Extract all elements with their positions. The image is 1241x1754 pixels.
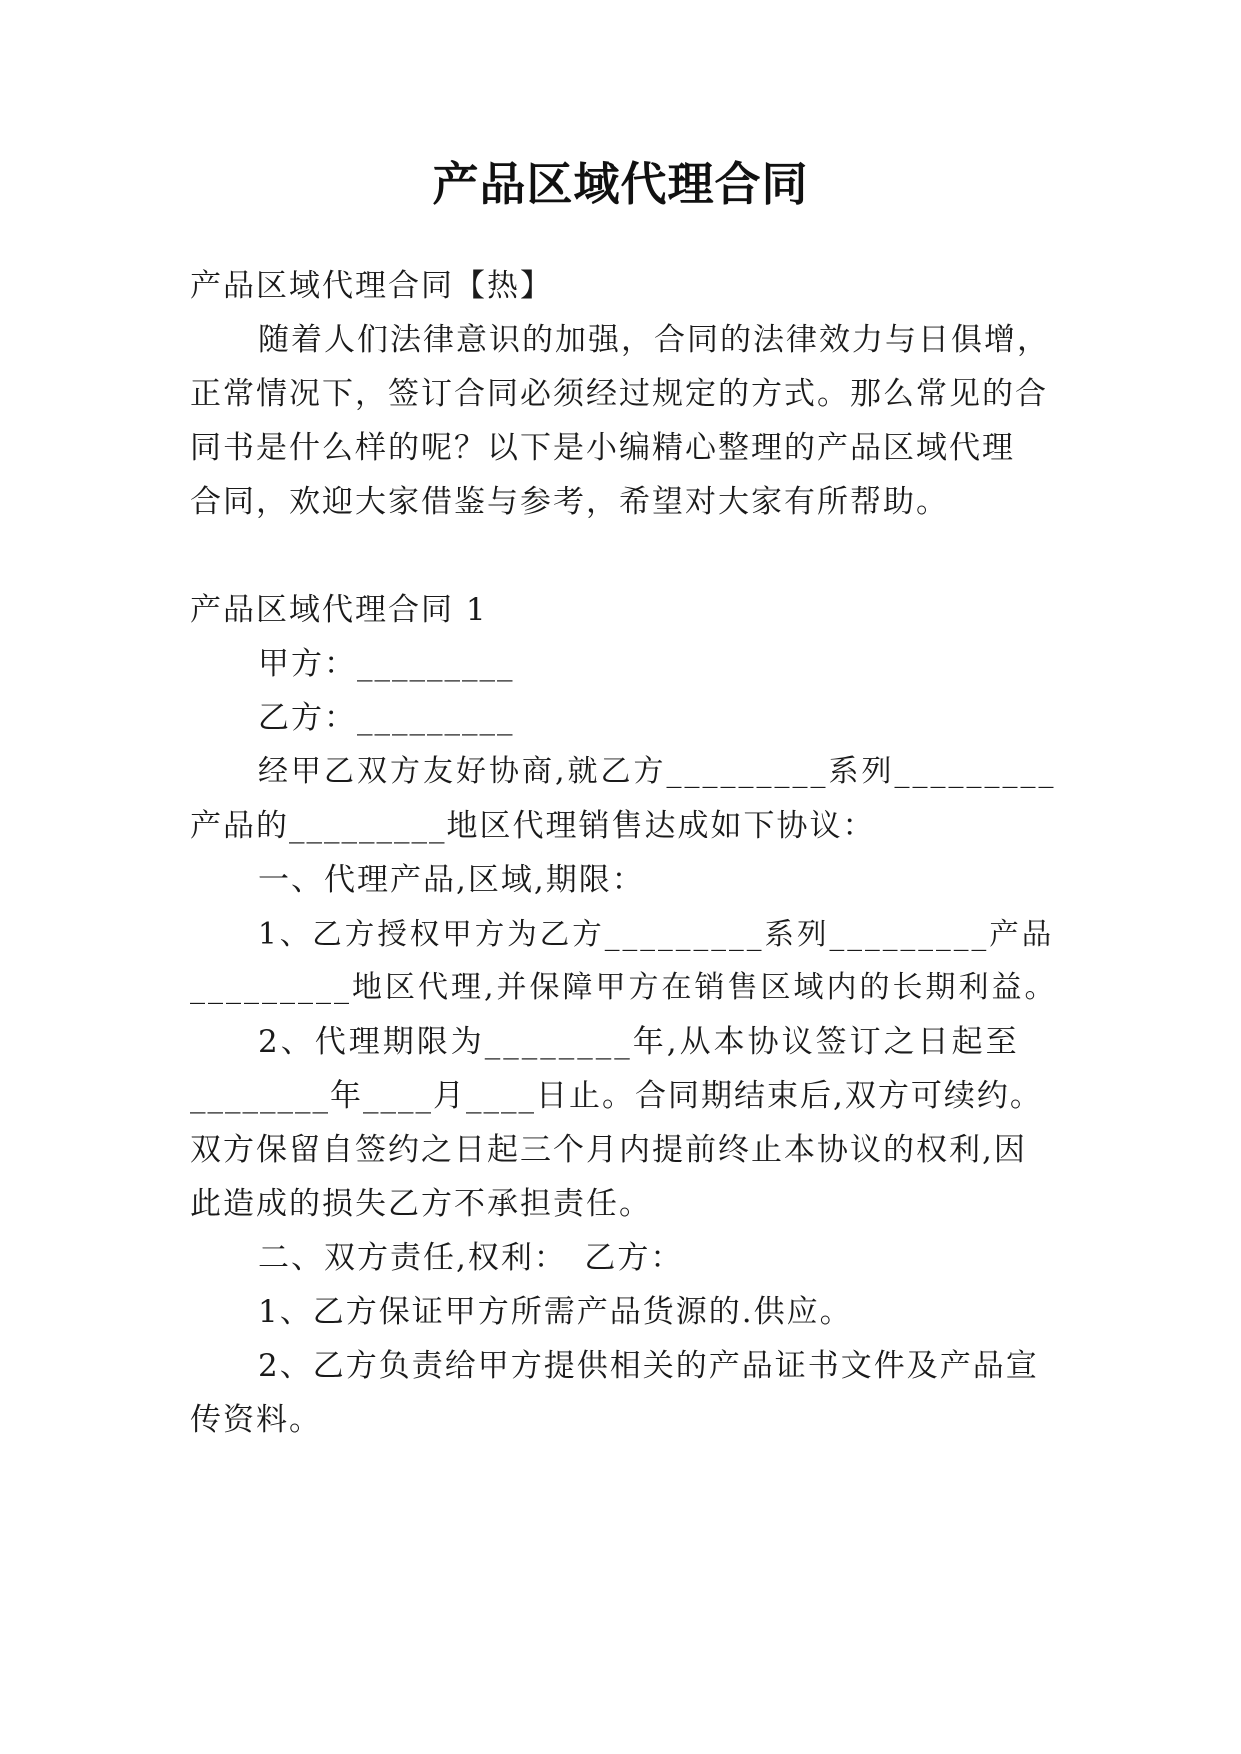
party-a-line: 甲方：_________: [258, 646, 515, 682]
clause-2-line-2: ________年____月____日止。合同期结束后,双方可续约。: [190, 1078, 1043, 1114]
clause-heading-2: 二、双方责任,权利： 乙方：: [258, 1240, 684, 1276]
subtitle-line: 产品区域代理合同【热】: [190, 268, 553, 304]
clause-intro-line-2: 产品的_________地区代理销售达成如下协议：: [190, 808, 876, 844]
duty-2-line-1: 2、乙方负责给甲方提供相关的产品证书文件及产品宣: [258, 1348, 1039, 1384]
section-heading: 产品区域代理合同 1: [190, 592, 488, 628]
duty-1-line: 1、乙方保证甲方所需产品货源的.供应。: [258, 1294, 853, 1330]
clause-2-line-4: 此造成的损失乙方不承担责任。: [190, 1186, 652, 1222]
duty-2-line-2: 传资料。: [190, 1402, 322, 1438]
clause-1-line-2: _________地区代理,并保障甲方在销售区域内的长期利益。: [190, 970, 1058, 1005]
clause-intro-line-1: 经甲乙双方友好协商,就乙方_________系列_________: [258, 754, 1057, 789]
intro-line-1: 随着人们法律意识的加强，合同的法律效力与日俱增，: [258, 322, 1050, 358]
party-b-line: 乙方：_________: [258, 700, 515, 736]
document-title: 产品区域代理合同: [432, 157, 809, 211]
clause-1-line-1: 1、乙方授权甲方为乙方_________系列_________产品: [258, 917, 1055, 951]
intro-line-4: 合同，欢迎大家借鉴与参考，希望对大家有所帮助。: [190, 484, 949, 520]
clause-2-line-3: 双方保留自签约之日起三个月内提前终止本协议的权利,因: [190, 1132, 1027, 1168]
intro-line-3: 同书是什么样的呢？以下是小编精心整理的产品区域代理: [190, 430, 1015, 466]
intro-line-2: 正常情况下，签订合同必须经过规定的方式。那么常见的合: [190, 376, 1048, 412]
clause-heading-1: 一、代理产品,区域,期限：: [258, 862, 645, 898]
clause-2-line-1: 2、代理期限为________年,从本协议签订之日起至: [258, 1024, 1020, 1060]
